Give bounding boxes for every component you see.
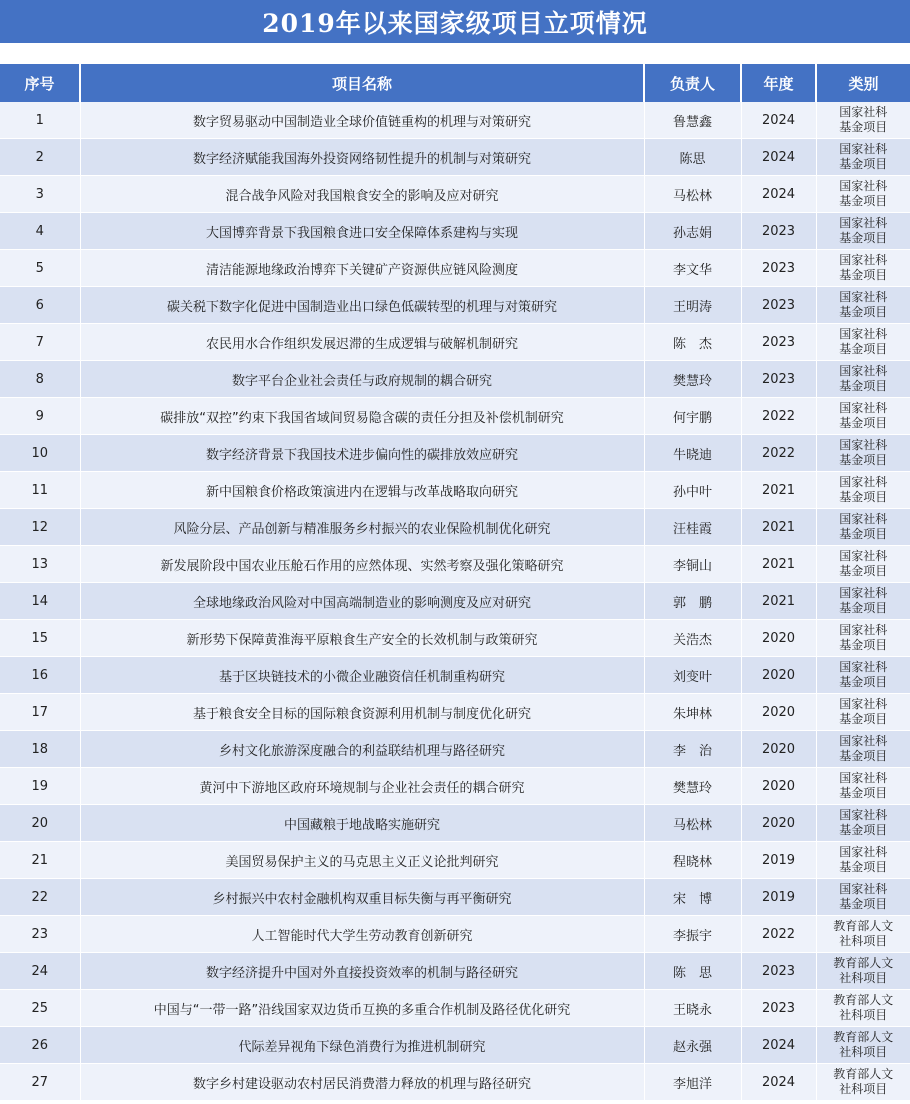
cell-person: 李 治 (644, 731, 741, 768)
cell-category (816, 879, 910, 916)
cell-category (816, 916, 910, 953)
cell-project-name: 人工智能时代大学生劳动教育创新研究 (80, 916, 644, 953)
cell-year: 2020 (741, 620, 816, 657)
cell-category (816, 1027, 910, 1064)
cell-project-name: 数字经济提升中国对外直接投资效率的机制与路径研究 (80, 953, 644, 990)
cell-person: 王晓永 (644, 990, 741, 1027)
category-line: 国家社科 (839, 142, 888, 156)
cell-person: 郭 鹏 (644, 583, 741, 620)
category-line: 国家社科 (839, 808, 888, 822)
category-line: 教育部人文 (833, 993, 894, 1007)
cell-index: 13 (0, 546, 80, 583)
cell-year: 2019 (741, 842, 816, 879)
category-line: 社科项目 (839, 971, 888, 985)
cell-project-name: 代际差异视角下绿色消费行为推进机制研究 (80, 1027, 644, 1064)
cell-project-name: 新发展阶段中国农业压舱石作用的应然体现、实然考察及强化策略研究 (80, 546, 644, 583)
cell-person: 樊慧玲 (644, 361, 741, 398)
table-row (0, 1027, 910, 1064)
cell-year: 2021 (741, 546, 816, 583)
cell-index: 20 (0, 805, 80, 842)
cell-project-name: 中国与“一带一路”沿线国家双边货币互换的多重合作机制及路径优化研究 (80, 990, 644, 1027)
cell-person: 刘变叶 (644, 657, 741, 694)
table-header-row (0, 64, 910, 102)
cell-project-name: 数字经济背景下我国技术进步偏向性的碳排放效应研究 (80, 435, 644, 472)
cell-index: 2 (0, 139, 80, 176)
category-line: 基金项目 (839, 490, 888, 504)
cell-person: 李铜山 (644, 546, 741, 583)
cell-project-name: 基于区块链技术的小微企业融资信任机制重构研究 (80, 657, 644, 694)
cell-year: 2024 (741, 1064, 816, 1101)
cell-project-name: 基于粮食安全目标的国际粮食资源利用机制与制度优化研究 (80, 694, 644, 731)
category-line: 基金项目 (839, 231, 888, 245)
cell-category (816, 472, 910, 509)
category-line: 基金项目 (839, 157, 888, 171)
cell-category (816, 620, 910, 657)
cell-person: 李振宇 (644, 916, 741, 953)
cell-index: 24 (0, 953, 80, 990)
cell-category (816, 731, 910, 768)
category-line: 社科项目 (839, 1045, 888, 1059)
category-line: 国家社科 (839, 882, 888, 896)
cell-category (816, 398, 910, 435)
cell-person: 马松林 (644, 805, 741, 842)
cell-project-name: 数字平台企业社会责任与政府规制的耦合研究 (80, 361, 644, 398)
cell-index: 17 (0, 694, 80, 731)
table-row (0, 879, 910, 916)
cell-index: 3 (0, 176, 80, 213)
project-table (0, 64, 910, 1101)
cell-year: 2022 (741, 916, 816, 953)
cell-person: 樊慧玲 (644, 768, 741, 805)
table-row (0, 250, 910, 287)
cell-project-name: 风险分层、产品创新与精准服务乡村振兴的农业保险机制优化研究 (80, 509, 644, 546)
cell-index: 15 (0, 620, 80, 657)
table-row (0, 805, 910, 842)
cell-index: 23 (0, 916, 80, 953)
table-row (0, 583, 910, 620)
table-row (0, 990, 910, 1027)
table-row (0, 361, 910, 398)
cell-person: 陈 思 (644, 953, 741, 990)
cell-index: 5 (0, 250, 80, 287)
category-line: 社科项目 (839, 1082, 888, 1096)
cell-year: 2021 (741, 583, 816, 620)
cell-person: 孙中叶 (644, 472, 741, 509)
category-line: 教育部人文 (833, 1067, 894, 1081)
table-row (0, 657, 910, 694)
category-line: 基金项目 (839, 786, 888, 800)
cell-year: 2023 (741, 953, 816, 990)
header-category: 类别 (816, 64, 910, 102)
category-line: 国家社科 (839, 549, 888, 563)
cell-project-name: 大国博弈背景下我国粮食进口安全保障体系建构与实现 (80, 213, 644, 250)
cell-index: 9 (0, 398, 80, 435)
header-person: 负责人 (644, 64, 741, 102)
cell-project-name: 美国贸易保护主义的马克思主义正义论批判研究 (80, 842, 644, 879)
table-row (0, 102, 910, 139)
category-line: 基金项目 (839, 860, 888, 874)
cell-year: 2023 (741, 213, 816, 250)
page-title: 2019年以来国家级项目立项情况 (0, 0, 910, 43)
cell-index: 26 (0, 1027, 80, 1064)
table-row (0, 1064, 910, 1101)
cell-year: 2020 (741, 731, 816, 768)
cell-project-name: 新形势下保障黄淮海平原粮食生产安全的长效机制与政策研究 (80, 620, 644, 657)
cell-year: 2024 (741, 102, 816, 139)
category-line: 国家社科 (839, 623, 888, 637)
cell-person: 陈 杰 (644, 324, 741, 361)
category-line: 国家社科 (839, 697, 888, 711)
cell-project-name: 新中国粮食价格政策演进内在逻辑与改革战略取向研究 (80, 472, 644, 509)
cell-category (816, 361, 910, 398)
table-row (0, 842, 910, 879)
table-row (0, 694, 910, 731)
cell-person: 王明涛 (644, 287, 741, 324)
cell-category (816, 287, 910, 324)
table-row (0, 620, 910, 657)
cell-category (816, 102, 910, 139)
cell-project-name: 清洁能源地缘政治博弈下关键矿产资源供应链风险测度 (80, 250, 644, 287)
cell-category (816, 990, 910, 1027)
category-line: 基金项目 (839, 749, 888, 763)
cell-index: 25 (0, 990, 80, 1027)
cell-person: 朱坤林 (644, 694, 741, 731)
cell-year: 2022 (741, 398, 816, 435)
cell-category (816, 805, 910, 842)
cell-person: 牛晓迪 (644, 435, 741, 472)
cell-category (816, 1064, 910, 1101)
cell-year: 2022 (741, 435, 816, 472)
cell-category (816, 657, 910, 694)
category-line: 基金项目 (839, 823, 888, 837)
category-line: 国家社科 (839, 105, 888, 119)
category-line: 基金项目 (839, 268, 888, 282)
cell-year: 2021 (741, 472, 816, 509)
cell-year: 2024 (741, 176, 816, 213)
cell-category (816, 250, 910, 287)
cell-index: 19 (0, 768, 80, 805)
cell-index: 6 (0, 287, 80, 324)
cell-person: 陈思 (644, 139, 741, 176)
category-line: 国家社科 (839, 179, 888, 193)
cell-year: 2023 (741, 361, 816, 398)
cell-person: 孙志娟 (644, 213, 741, 250)
table-row (0, 213, 910, 250)
cell-index: 21 (0, 842, 80, 879)
cell-index: 11 (0, 472, 80, 509)
cell-year: 2020 (741, 768, 816, 805)
category-line: 教育部人文 (833, 919, 894, 933)
table-row (0, 768, 910, 805)
table-row (0, 324, 910, 361)
table-row (0, 287, 910, 324)
table-row (0, 435, 910, 472)
cell-category (816, 324, 910, 361)
table-row (0, 176, 910, 213)
cell-index: 10 (0, 435, 80, 472)
cell-category (816, 768, 910, 805)
cell-person: 李旭洋 (644, 1064, 741, 1101)
category-line: 基金项目 (839, 897, 888, 911)
category-line: 国家社科 (839, 734, 888, 748)
cell-index: 4 (0, 213, 80, 250)
category-line: 基金项目 (839, 305, 888, 319)
table-row (0, 731, 910, 768)
category-line: 国家社科 (839, 845, 888, 859)
cell-year: 2023 (741, 324, 816, 361)
category-line: 国家社科 (839, 327, 888, 341)
cell-project-name: 数字经济赋能我国海外投资网络韧性提升的机制与对策研究 (80, 139, 644, 176)
category-line: 基金项目 (839, 675, 888, 689)
cell-project-name: 数字乡村建设驱动农村居民消费潜力释放的机理与路径研究 (80, 1064, 644, 1101)
cell-person: 马松林 (644, 176, 741, 213)
cell-person: 关浩杰 (644, 620, 741, 657)
cell-year: 2021 (741, 509, 816, 546)
category-line: 基金项目 (839, 120, 888, 134)
category-line: 国家社科 (839, 512, 888, 526)
category-line: 教育部人文 (833, 956, 894, 970)
table-row (0, 916, 910, 953)
cell-index: 22 (0, 879, 80, 916)
cell-year: 2019 (741, 879, 816, 916)
cell-year: 2023 (741, 990, 816, 1027)
cell-project-name: 混合战争风险对我国粮食安全的影响及应对研究 (80, 176, 644, 213)
cell-index: 1 (0, 102, 80, 139)
category-line: 国家社科 (839, 216, 888, 230)
cell-category (816, 435, 910, 472)
category-line: 国家社科 (839, 401, 888, 415)
cell-category (816, 176, 910, 213)
header-project-name: 项目名称 (80, 64, 644, 102)
category-line: 社科项目 (839, 934, 888, 948)
cell-category (816, 694, 910, 731)
cell-index: 7 (0, 324, 80, 361)
category-line: 基金项目 (839, 564, 888, 578)
category-line: 国家社科 (839, 586, 888, 600)
category-line: 国家社科 (839, 475, 888, 489)
cell-project-name: 乡村文化旅游深度融合的利益联结机理与路径研究 (80, 731, 644, 768)
cell-index: 27 (0, 1064, 80, 1101)
cell-year: 2024 (741, 1027, 816, 1064)
cell-category (816, 213, 910, 250)
cell-project-name: 农民用水合作组织发展迟滞的生成逻辑与破解机制研究 (80, 324, 644, 361)
cell-year: 2023 (741, 287, 816, 324)
category-line: 社科项目 (839, 1008, 888, 1022)
table-row (0, 472, 910, 509)
cell-person: 李文华 (644, 250, 741, 287)
category-line: 国家社科 (839, 438, 888, 452)
category-line: 基金项目 (839, 416, 888, 430)
cell-person: 赵永强 (644, 1027, 741, 1064)
category-line: 国家社科 (839, 253, 888, 267)
cell-year: 2024 (741, 139, 816, 176)
cell-category (816, 546, 910, 583)
cell-project-name: 碳排放“双控”约束下我国省域间贸易隐含碳的责任分担及补偿机制研究 (80, 398, 644, 435)
category-line: 基金项目 (839, 342, 888, 356)
cell-person: 何宇鹏 (644, 398, 741, 435)
cell-category (816, 842, 910, 879)
cell-category (816, 139, 910, 176)
category-line: 国家社科 (839, 660, 888, 674)
cell-project-name: 数字贸易驱动中国制造业全球价值链重构的机理与对策研究 (80, 102, 644, 139)
cell-index: 16 (0, 657, 80, 694)
cell-category (816, 583, 910, 620)
cell-index: 12 (0, 509, 80, 546)
cell-project-name: 乡村振兴中农村金融机构双重目标失衡与再平衡研究 (80, 879, 644, 916)
category-line: 基金项目 (839, 379, 888, 393)
category-line: 教育部人文 (833, 1030, 894, 1044)
cell-category (816, 953, 910, 990)
cell-year: 2023 (741, 250, 816, 287)
category-line: 基金项目 (839, 712, 888, 726)
table-body (0, 102, 910, 1101)
header-year: 年度 (741, 64, 816, 102)
cell-project-name: 中国藏粮于地战略实施研究 (80, 805, 644, 842)
table-row (0, 509, 910, 546)
cell-year: 2020 (741, 805, 816, 842)
table-row (0, 953, 910, 990)
cell-year: 2020 (741, 694, 816, 731)
cell-person: 鲁慧鑫 (644, 102, 741, 139)
cell-person: 汪桂霞 (644, 509, 741, 546)
cell-year: 2020 (741, 657, 816, 694)
cell-category (816, 509, 910, 546)
cell-person: 程晓林 (644, 842, 741, 879)
category-line: 基金项目 (839, 601, 888, 615)
category-line: 国家社科 (839, 771, 888, 785)
category-line: 国家社科 (839, 364, 888, 378)
table-row (0, 546, 910, 583)
cell-project-name: 碳关税下数字化促进中国制造业出口绿色低碳转型的机理与对策研究 (80, 287, 644, 324)
category-line: 基金项目 (839, 527, 888, 541)
header-index: 序号 (0, 64, 80, 102)
category-line: 基金项目 (839, 638, 888, 652)
cell-index: 18 (0, 731, 80, 768)
cell-index: 14 (0, 583, 80, 620)
category-line: 国家社科 (839, 290, 888, 304)
cell-index: 8 (0, 361, 80, 398)
table-row (0, 398, 910, 435)
cell-project-name: 黄河中下游地区政府环境规制与企业社会责任的耦合研究 (80, 768, 644, 805)
category-line: 基金项目 (839, 194, 888, 208)
category-line: 基金项目 (839, 453, 888, 467)
cell-person: 宋 博 (644, 879, 741, 916)
cell-project-name: 全球地缘政治风险对中国高端制造业的影响测度及应对研究 (80, 583, 644, 620)
table-row (0, 139, 910, 176)
